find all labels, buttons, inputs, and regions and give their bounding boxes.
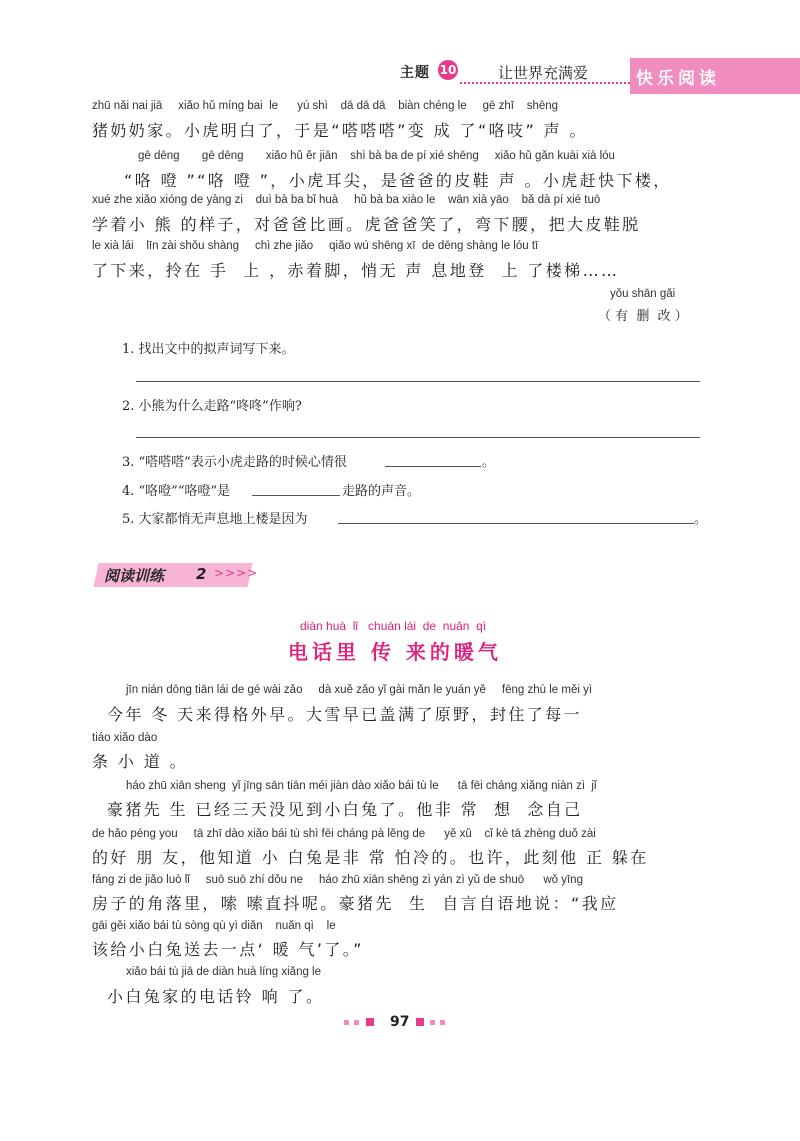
pinyin-line: fáng zi de jiǎo luò lǐ suō suō zhí dǒu ne háo zhū xiān shēng zì yán zì yǔ de shuō wǒ yīng <box>92 874 583 886</box>
pinyin-line: tiáo xiǎo dào <box>92 732 158 744</box>
question-2: 2. 小熊为什么走路“咚咚”作响? <box>122 399 302 414</box>
theme-label: 主题 <box>400 65 430 81</box>
theme-number-badge: 10 <box>438 60 458 80</box>
footer-decoration <box>344 1020 349 1025</box>
answer-blank-5[interactable] <box>338 523 694 524</box>
section-badge-label: 阅读训练 <box>104 567 165 585</box>
footer-decoration <box>430 1020 435 1025</box>
story-title-pinyin: diàn huà lǐ chuán lái de nuǎn qì <box>300 619 487 633</box>
section-badge-number: 2 <box>196 565 207 583</box>
answer-line-2[interactable] <box>136 437 700 438</box>
pinyin-line: zhū nǎi nai jiā xiǎo hǔ míng bai le yú shì dā dā dā biàn chéng le gē zhī shēng <box>92 100 559 112</box>
text-line: 该给小白兔送去一点‘ 暖 气’了。” <box>92 940 364 959</box>
text-line: 猪奶奶家。小虎明白了，于是“嗒嗒嗒”变 成 了“咯吱” 声 。 <box>92 121 588 140</box>
story-title: 电话里 传 来的暖气 <box>288 640 502 664</box>
question-3: 3. “嗒嗒嗒”表示小虎走路的时候心情很 <box>122 455 347 470</box>
answer-line-1[interactable] <box>136 381 700 382</box>
source-note: （ 有 删 改 ） <box>598 309 688 324</box>
question-4-tail: 走路的声音。 <box>342 484 421 499</box>
pinyin-line: de hǎo péng you tā zhī dào xiǎo bái tù shì fēi cháng pà lěng de yě xǔ cǐ kè tā zhèng duǒ zài <box>92 828 596 840</box>
question-3-tail: 。 <box>482 455 496 470</box>
text-line: 今年 冬 天来得格外早。大雪早已盖满了原野，封住了每一 <box>92 705 582 724</box>
answer-blank-3[interactable] <box>385 466 481 467</box>
page-number: 97 <box>390 1014 410 1030</box>
text-line: 学着小 熊 的样子，对爸爸比画。虎爸爸笑了，弯下腰，把大皮鞋脱 <box>92 215 641 234</box>
pinyin-line: xiǎo bái tù jiā de diàn huà líng xiǎng le <box>126 966 322 978</box>
question-1: 1. 找出文中的拟声词写下来。 <box>122 342 295 357</box>
pinyin-line: le xià lái līn zài shǒu shàng chì zhe jiǎo qiǎo wú shēng xī de dēng shàng le lóu tī <box>92 240 539 252</box>
chevron-arrows-icon: >>>> <box>214 566 259 580</box>
text-line: 的好 朋 友，他知道 小 白兔是非 常 怕冷的。也许，此刻他 正 躲在 <box>92 848 649 867</box>
footer-decoration <box>354 1020 359 1025</box>
pinyin-line: xué zhe xiǎo xióng de yàng zi duì bà ba bǐ huà hǔ bà ba xiào le wān xià yāo bǎ dà pí xié tuō <box>92 194 601 206</box>
question-4: 4. “咯噔”“咯噔”是 <box>122 484 231 499</box>
text-line: 了下来，拎在 手 上 ，赤着脚，悄无 声 息地登 上 了楼梯…… <box>92 261 620 280</box>
header-dotted-divider <box>460 82 630 84</box>
question-5: 5. 大家都悄无声息地上楼是因为 <box>122 512 308 527</box>
pinyin-line: gē dēng gē dēng xiǎo hǔ ěr jiān shì bà ba de pí xié shēng xiǎo hǔ gǎn kuài xià lóu <box>138 150 615 162</box>
footer-decoration <box>416 1018 424 1026</box>
text-line: 小白兔家的电话铃 响 了。 <box>92 987 325 1006</box>
pinyin-line: háo zhū xiān sheng yǐ jīng sān tiān méi jiàn dào xiǎo bái tù le tā fēi cháng xiǎng niàn zì jǐ <box>126 780 597 792</box>
section-tab-label: 快乐阅读 <box>636 69 720 89</box>
footer-decoration <box>440 1020 445 1025</box>
text-line: 豪猪先 生 已经三天没见到小白兔了。他非 常 想 念自己 <box>92 800 583 819</box>
pinyin-line: gāi gěi xiǎo bái tù sòng qù yì diǎn nuǎn qì le <box>92 920 336 932</box>
answer-blank-4[interactable] <box>252 495 340 496</box>
question-5-tail: 。 <box>694 512 708 527</box>
text-line: “咯 噔 ”“咯 噔 ”，小虎耳尖，是爸爸的皮鞋 声 。小虎赶快下楼， <box>124 171 672 190</box>
pinyin-line: jīn nián dōng tiān lái de gé wài zǎo dà xuě zǎo yǐ gài mǎn le yuán yě fēng zhù le měi yì <box>126 684 593 696</box>
footer-decoration <box>366 1018 374 1026</box>
source-pinyin: yǒu shān gǎi <box>610 288 676 300</box>
theme-title: 让世界充满爱 <box>498 64 589 82</box>
text-line: 条 小 道 。 <box>92 752 189 771</box>
text-line: 房子的角落里，嗦 嗦直抖呢。豪猪先 生 自言自语地说：“我应 <box>92 894 619 913</box>
